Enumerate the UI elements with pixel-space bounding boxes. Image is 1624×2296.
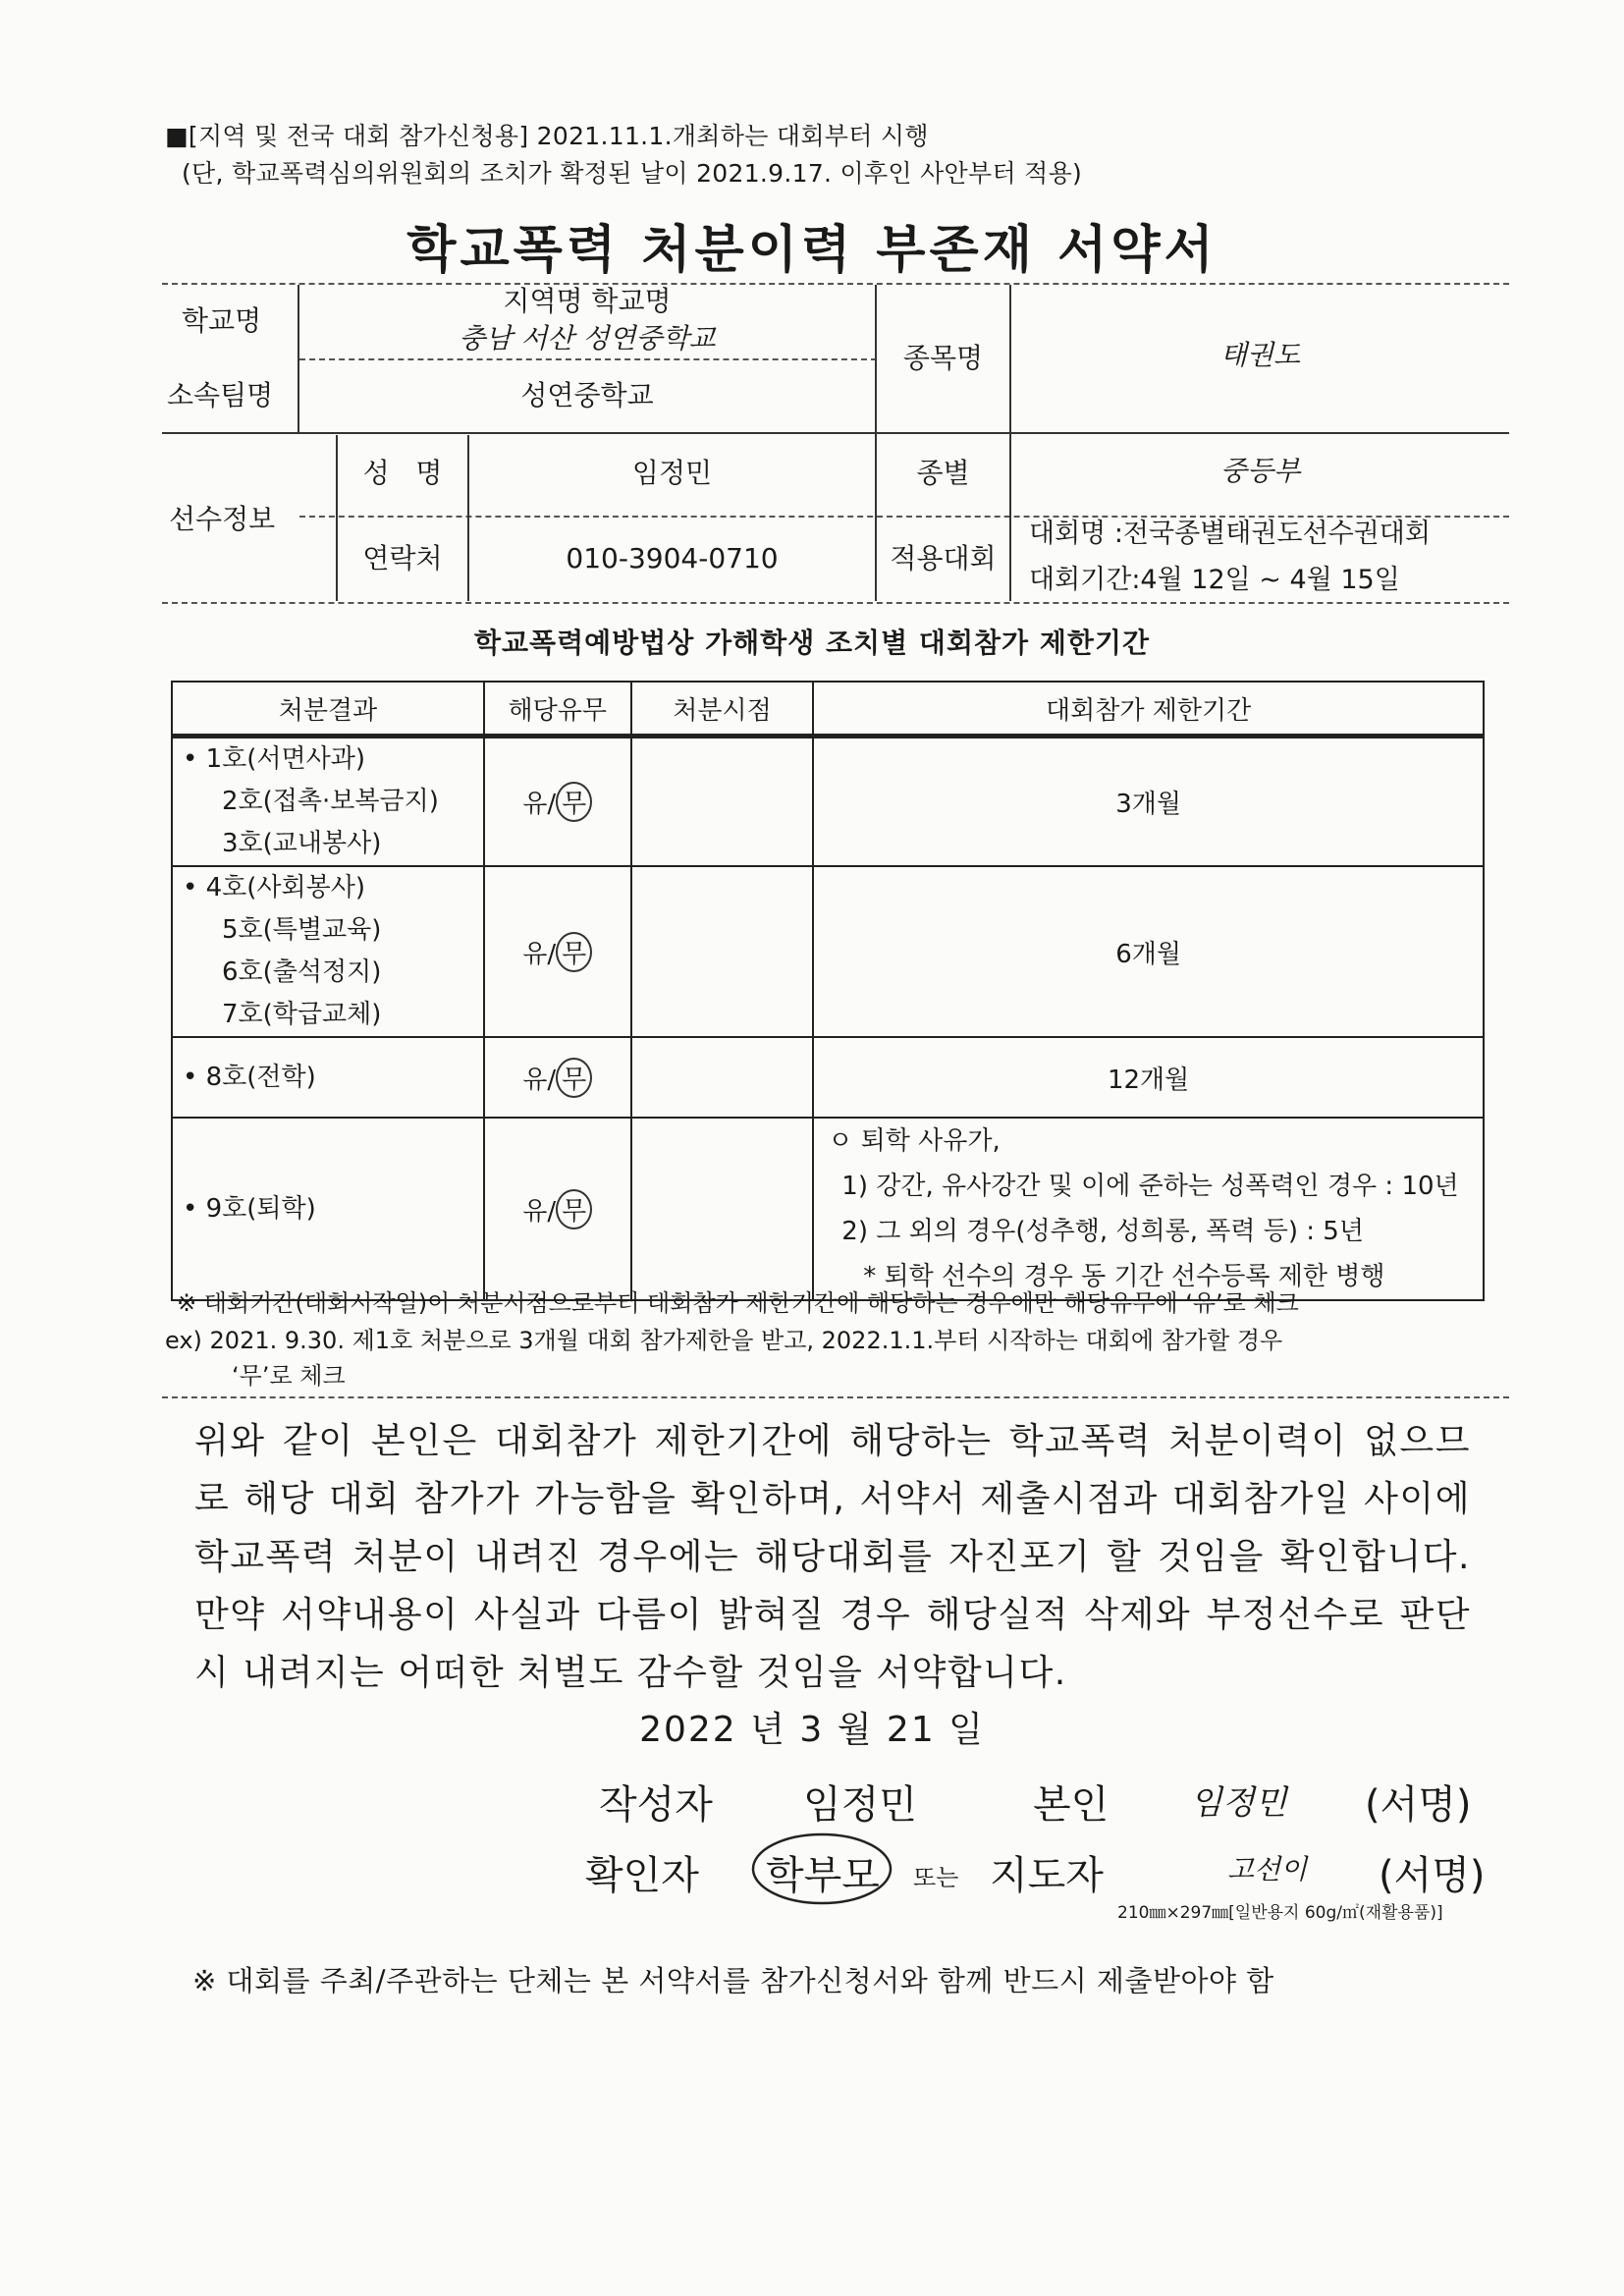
- penalty-item: • 9호(퇴학): [183, 1193, 316, 1224]
- header-cell: 해당유무: [484, 682, 631, 737]
- sport-label: 종목명: [902, 342, 984, 374]
- athlete-label: 선수정보: [169, 503, 276, 535]
- penalty-date-cell: [631, 866, 814, 1037]
- event-period: 대회기간:4월 12일 ~ 4월 15일: [1029, 565, 1400, 595]
- no-option-circled: 무: [556, 1058, 592, 1098]
- penalty-list: [172, 866, 484, 1037]
- table-row: [172, 866, 1484, 1037]
- note-3: ‘무’로 체크: [232, 1362, 346, 1390]
- paper-spec: 210㎜×297㎜[일반용지 60g/㎡(재활용품)]: [1117, 1903, 1443, 1923]
- penalty-item: 5호(특별교육): [222, 915, 382, 945]
- division-value: 중등부: [1219, 455, 1301, 487]
- restriction-period: 3개월: [813, 737, 1484, 867]
- expulsion-note: 2) 그 외의 경우(성추행, 성희롱, 폭력 등) : 5년: [841, 1217, 1364, 1246]
- name-value: 임정민: [631, 457, 713, 489]
- penalty-item: • 8호(전학): [183, 1062, 316, 1092]
- divider: [162, 1396, 1509, 1398]
- penalty-list: [172, 1037, 484, 1118]
- penalty-item: 6호(출석정지): [222, 957, 382, 987]
- divider: [1009, 285, 1011, 601]
- penalty-date-cell: [631, 1037, 814, 1118]
- table-header-row: [172, 682, 1484, 737]
- team-label: 소속팀명: [167, 379, 274, 411]
- coach-signature: 고선이: [1227, 1853, 1308, 1886]
- penalty-date-cell: [631, 1118, 814, 1300]
- sign-suffix: (서명): [1365, 1782, 1472, 1828]
- parent-option: 학부모: [766, 1853, 880, 1898]
- table-row: [172, 1037, 1484, 1118]
- header-line-1: ■[지역 및 전국 대회 참가신청용] 2021.11.1.개최하는 대회부터 시행: [165, 122, 929, 150]
- yes-option: 유/: [522, 1065, 557, 1095]
- school-value: 충남 서산 성연중학교: [459, 322, 716, 355]
- sport-value: 태권도: [1219, 339, 1301, 371]
- document-title: 학교폭력 처분이력 부존재 서약서: [406, 221, 1218, 280]
- division-label: 종별: [916, 457, 970, 489]
- note-1: ※ 대회기간(대회시작일)이 처분시점으로부터 대회참가 제한기간에 해당하는 경우에만 해당유무에 ‘유’로 체크: [177, 1289, 1299, 1317]
- restriction-period: 6개월: [813, 866, 1484, 1037]
- no-option-circled: 무: [556, 782, 592, 822]
- writer-label: 작성자: [599, 1782, 713, 1828]
- penalty-item: • 1호(서면사과): [183, 744, 366, 774]
- pledge-text: 위와 같이 본인은 대회참가 제한기간에 해당하는 학교폭력 처분이력이 없으므로 해당 대회 참가가 가능함을 확인하며, 서약서 제출시점과 대회참가일 사이에 학교폭력 처분이 내려진 경우에는 해당대회를 자진포기 할 것임을 확인합니다. 만약 서약내용이 사실과 다름이 밝혀질 경우 해당실적 삭제와 부정선수로 판단 시 내려지는 어떠한 처벌도 감수할 것임을 서약합니다.: [194, 1421, 1471, 1693]
- expulsion-note: ㅇ 퇴학 사유가,: [828, 1126, 1001, 1156]
- yes-option: 유/: [522, 1196, 557, 1227]
- header-cell: 처분시점: [631, 682, 814, 737]
- event-name: 대회명 :전국종별태권도선수권대회: [1029, 519, 1431, 549]
- no-option-circled: 무: [556, 932, 592, 972]
- name-label: 성 명: [362, 457, 443, 489]
- final-note: ※ 대회를 주최/주관하는 단체는 본 서약서를 참가신청서와 함께 반드시 제출받아야 함: [192, 1964, 1274, 1997]
- or-label: 또는: [913, 1864, 959, 1891]
- yes-option: 유/: [522, 939, 557, 969]
- applicable-check: [484, 1118, 631, 1300]
- penalty-list: [172, 1118, 484, 1300]
- applicable-check: [484, 1037, 631, 1118]
- divider: [299, 358, 877, 360]
- expulsion-note: 1) 강간, 유사강간 및 이에 준하는 성폭력인 경우 : 10년: [841, 1172, 1459, 1201]
- table-row: [172, 737, 1484, 867]
- header-cell: 대회참가 제한기간: [813, 682, 1484, 737]
- signing-date: 2022 년 3 월 21 일: [639, 1710, 985, 1750]
- applicable-check: [484, 737, 631, 867]
- confirmer-label: 확인자: [585, 1853, 699, 1898]
- writer-name: 임정민: [803, 1782, 917, 1828]
- team-value: 성연중학교: [520, 379, 654, 411]
- table-row: [172, 1118, 1484, 1300]
- school-sub-labels: 지역명 학교명: [503, 285, 672, 317]
- penalty-list: [172, 737, 484, 867]
- penalty-item: 2호(접촉·보복금지): [222, 787, 439, 816]
- section-title: 학교폭력예방법상 가해학생 조치별 대회참가 제한기간: [473, 627, 1151, 659]
- self-label: 본인: [1033, 1782, 1110, 1828]
- school-label: 학교명: [182, 304, 262, 337]
- note-2: ex) 2021. 9.30. 제1호 처분으로 3개월 대회 참가제한을 받고, 2022.1.1.부터 시작하는 대회에 참가할 경우: [165, 1327, 1283, 1354]
- expulsion-notes: [813, 1118, 1484, 1300]
- event-label: 적용대회: [890, 542, 997, 574]
- contact-label: 연락처: [362, 542, 443, 574]
- restriction-period: 12개월: [813, 1037, 1484, 1118]
- divider: [162, 602, 1509, 604]
- restriction-table: [171, 681, 1485, 1301]
- coach-option: 지도자: [990, 1853, 1104, 1898]
- applicable-check: [484, 866, 631, 1037]
- contact-value: 010-3904-0710: [566, 542, 779, 574]
- parent-circle-mark: [748, 1829, 895, 1909]
- penalty-item: 7호(학급교체): [222, 1000, 382, 1029]
- header-line-2: (단, 학교폭력심의위원회의 조치가 확정된 날이 2021.9.17. 이후인 사안부터 적용): [182, 159, 1083, 188]
- yes-option: 유/: [522, 790, 557, 819]
- sign-suffix-2: (서명): [1379, 1853, 1486, 1898]
- penalty-date-cell: [631, 737, 814, 867]
- expulsion-note: * 퇴학 선수의 경우 동 기간 선수등록 제한 병행: [863, 1262, 1385, 1291]
- self-signature: 임정민: [1190, 1783, 1287, 1823]
- penalty-item: 3호(교내봉사): [222, 829, 382, 858]
- header-cell: 처분결과: [172, 682, 484, 737]
- divider: [162, 432, 1509, 434]
- no-option-circled: 무: [556, 1189, 592, 1230]
- penalty-item: • 4호(사회봉사): [183, 873, 366, 902]
